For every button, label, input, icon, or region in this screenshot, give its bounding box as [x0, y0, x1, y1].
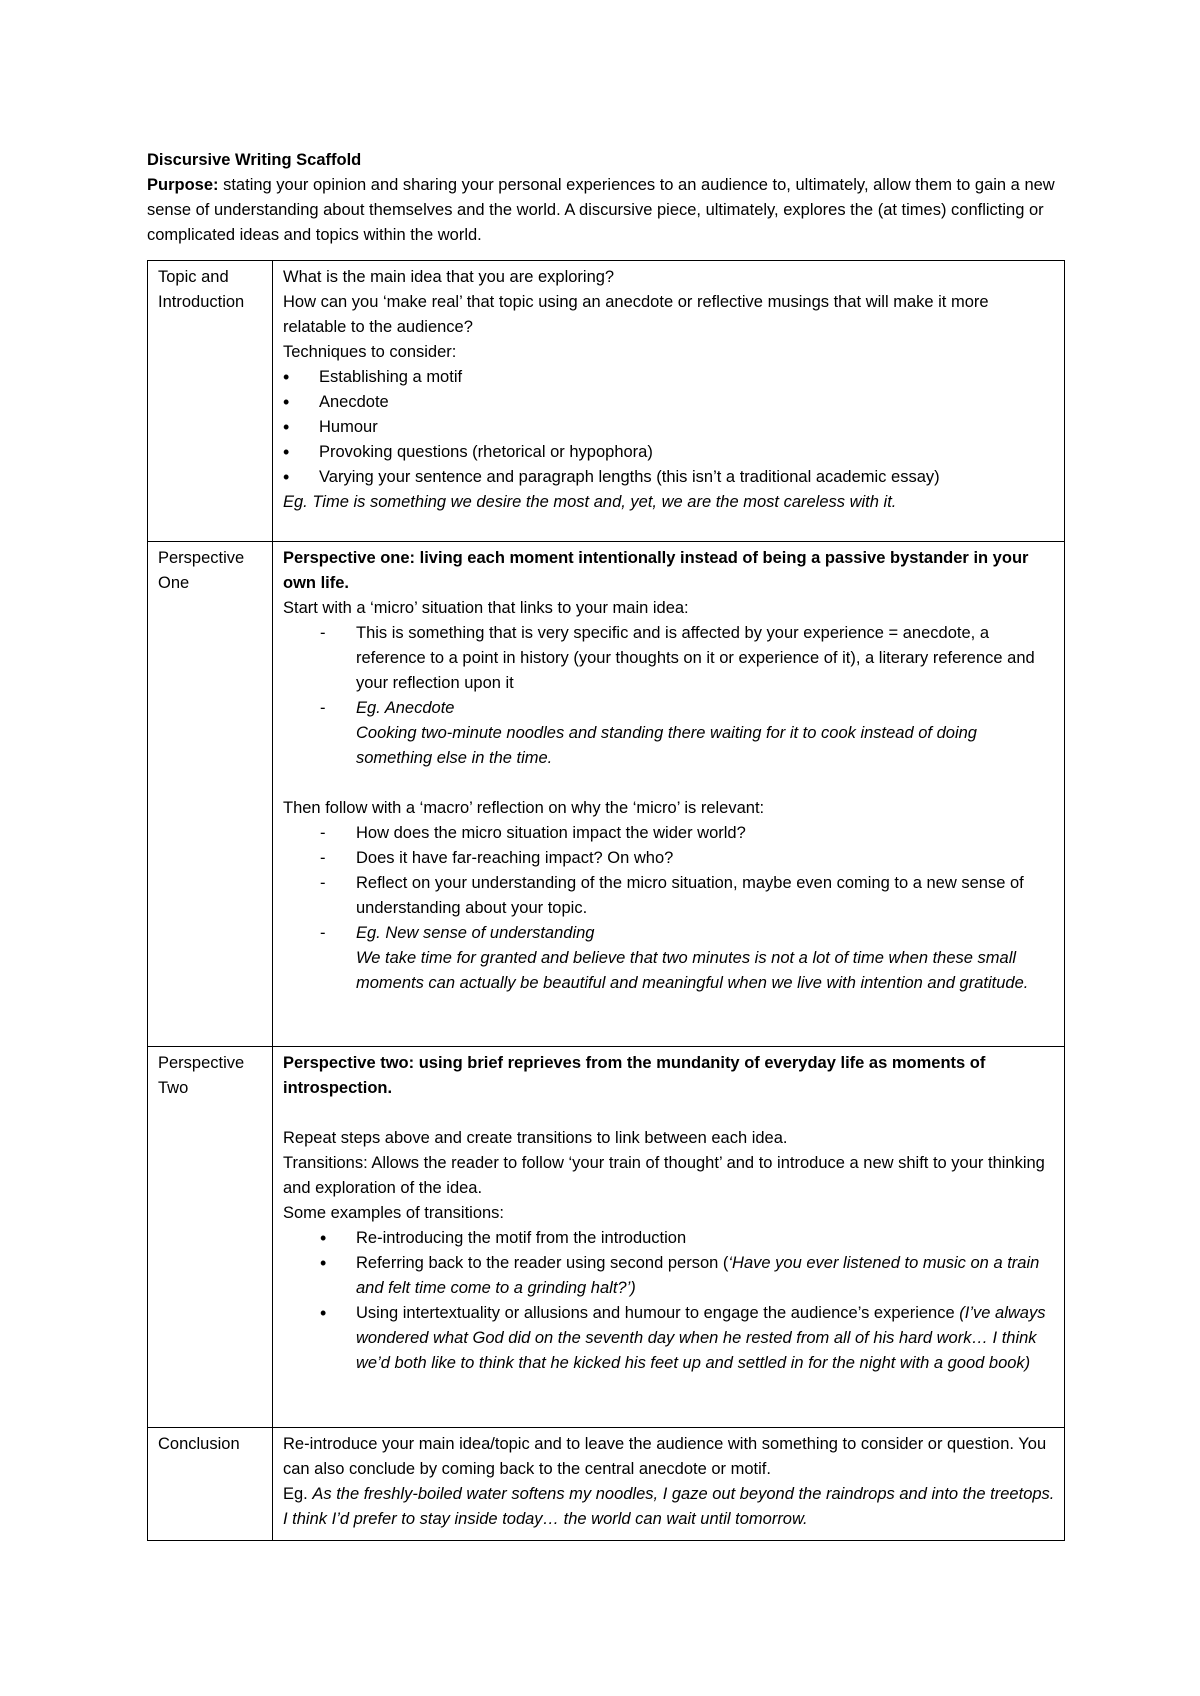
row-content-conclusion — [273, 1428, 1065, 1541]
list-item — [283, 1301, 1056, 1376]
list-item: • Re-introducing the motif from the introduction — [283, 1226, 1056, 1251]
perspective-one-heading: Perspective one: living each moment intentionally instead of being a passive bystander in your own life. — [283, 549, 1029, 592]
micro-example-text: Cooking two-minute noodles and standing there waiting for it to cook instead of doing something else in the time. — [356, 724, 977, 767]
micro-example-label: Eg. Anecdote — [356, 699, 455, 717]
transition-example-2-quote: ‘Have you ever listened to music on a train and felt time come to a grinding halt?’) — [356, 1254, 1040, 1297]
list-item: - Reflect on your understanding of the micro situation, maybe even coming to a new sense of understanding about your topic. — [283, 871, 1056, 921]
table-row-conclusion — [148, 1428, 1065, 1541]
row-label-conclusion: Conclusion — [148, 1428, 273, 1541]
macro-list — [283, 821, 1056, 996]
transition-example-3-text: Using intertextuality or allusions and humour to engage the audience’s experience — [356, 1304, 955, 1322]
list-item — [283, 921, 1056, 996]
perspective-two-heading: Perspective two: using brief reprieves from the mundanity of everyday life as moments of introspection. — [283, 1054, 986, 1097]
macro-example-text: We take time for granted and believe that two minutes is not a lot of time when these small moments can actually be beautiful and meaningful when we live with intention and gratitude. — [356, 949, 1029, 992]
transitions-text: Transitions: Allows the reader to follow ‘your train of thought’ and to introduce a new shift to your thinking and exploration of the idea. — [283, 1154, 1045, 1197]
document-title: Discursive Writing Scaffold — [147, 151, 362, 169]
purpose-label: Purpose: — [147, 176, 219, 194]
list-item: • Anecdote — [283, 390, 1056, 415]
macro-example-label: Eg. New sense of understanding — [356, 924, 595, 942]
list-item — [283, 1251, 1056, 1301]
list-item: • Provoking questions (rhetorical or hypophora) — [283, 440, 1056, 465]
row-content-topic — [273, 261, 1065, 542]
list-item: • Varying your sentence and paragraph lengths (this isn’t a traditional academic essay) — [283, 465, 1056, 490]
spacer — [283, 1101, 1056, 1126]
techniques-list — [283, 365, 1056, 490]
topic-example: Eg. Time is something we desire the most and, yet, we are the most careless with it. — [283, 493, 897, 511]
transition-examples-list — [283, 1226, 1056, 1376]
repeat-steps: Repeat steps above and create transitions to link between each idea. — [283, 1129, 788, 1147]
list-item: - Does it have far-reaching impact? On who? — [283, 846, 1056, 871]
row-content-perspective-two — [273, 1047, 1065, 1428]
purpose-paragraph — [147, 173, 1065, 248]
row-label-topic: Topic and Introduction — [148, 261, 273, 542]
transition-example-2-text: Referring back to the reader using second person ( — [356, 1254, 729, 1272]
row-label-perspective-two: Perspective Two — [148, 1047, 273, 1428]
spacer — [283, 771, 1056, 796]
topic-question-2: How can you ‘make real’ that topic using an anecdote or reflective musings that will make it more relatable to the audience? — [283, 293, 989, 336]
list-item — [283, 696, 1056, 771]
table-row-perspective-one — [148, 542, 1065, 1047]
table-row-topic — [148, 261, 1065, 542]
conclusion-example-text: As the freshly-boiled water softens my noodles, I gaze out beyond the raindrops and into the treetops. I think I’d prefer to stay inside today… the world can wait until tomorrow. — [283, 1485, 1055, 1528]
list-item: • Humour — [283, 415, 1056, 440]
row-content-perspective-one — [273, 542, 1065, 1047]
list-item: - This is something that is very specific and is affected by your experience = anecdote, a reference to a point in history (your thoughts on it or experience of it), a literary reference and your reflection upon it — [283, 621, 1056, 696]
row-label-perspective-one: Perspective One — [148, 542, 273, 1047]
techniques-heading: Techniques to consider: — [283, 343, 457, 361]
macro-intro: Then follow with a ‘macro’ reflection on why the ‘micro’ is relevant: — [283, 799, 765, 817]
conclusion-example-prefix: Eg. — [283, 1485, 313, 1503]
document-page — [147, 148, 1065, 1541]
scaffold-table — [147, 260, 1065, 1541]
conclusion-example — [283, 1482, 1056, 1532]
transition-examples-heading: Some examples of transitions: — [283, 1204, 505, 1222]
transition-example-3-quote: (I’ve always wondered what God did on the seventh day when he rested from all of his hard work… I think we’d both like to think that he kicked his feet up and settled in for the night with a good book) — [356, 1304, 1046, 1372]
list-item: • Establishing a motif — [283, 365, 1056, 390]
purpose-text: stating your opinion and sharing your personal experiences to an audience to, ultimately, allow them to gain a new sense of understanding about themselves and the world. A discursive piece, ultimately, explores the (at times) conflicting or complicated ideas and topics within the world. — [147, 176, 1055, 244]
list-item: - How does the micro situation impact the wider world? — [283, 821, 1056, 846]
conclusion-text: Re-introduce your main idea/topic and to leave the audience with something to consider or question. You can also conclude by coming back to the central anecdote or motif. — [283, 1435, 1047, 1478]
table-row-perspective-two — [148, 1047, 1065, 1428]
micro-list — [283, 621, 1056, 771]
micro-intro: Start with a ‘micro’ situation that links to your main idea: — [283, 599, 689, 617]
topic-question-1: What is the main idea that you are exploring? — [283, 268, 615, 286]
